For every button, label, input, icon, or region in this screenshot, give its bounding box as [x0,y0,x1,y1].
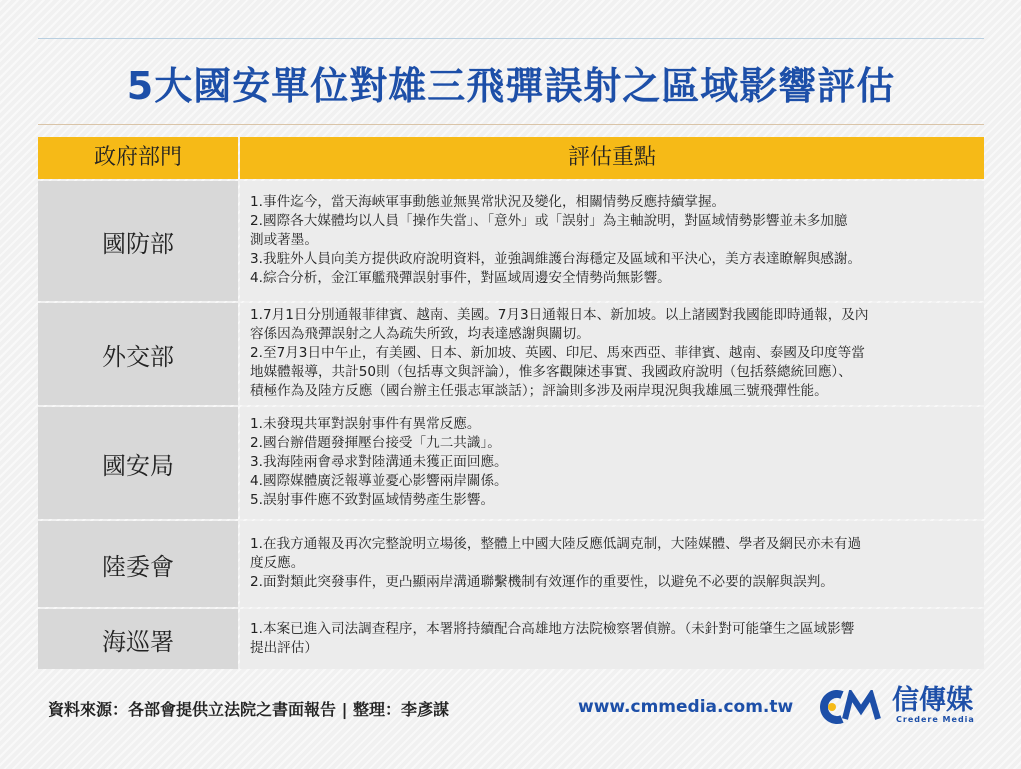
detail-cell [240,303,984,405]
dept-cell: 外交部 [38,303,238,405]
detail-cell [240,609,984,669]
dept-cell: 陸委會 [38,521,238,607]
cm-logo-icon [812,690,892,724]
detail-cell [240,521,984,607]
detail-line: 1.未發現共軍對誤射事件有異常反應。 [250,416,481,432]
header-assessment: 評估重點 [240,137,984,179]
detail-cell [240,181,984,301]
credere-media-logo [812,684,982,732]
detail-line: 3.我駐外人員向美方提供政府說明資料，並強調維護台海穩定及區域和平決心，美方表達瞭解與感謝。 [250,251,862,267]
detail-line: 容係因為飛彈誤射之人為疏失所致，均表達感謝與關切。 [250,326,590,342]
assessment-table [38,137,984,669]
detail-line: 2.國台辦借題發揮壓台接受「九二共識」。 [250,435,501,451]
dept-cell: 國防部 [38,181,238,301]
detail-line: 2.國際各大媒體均以人員「操作失當」、「意外」或「誤射」為主軸說明，對區域情勢影響並未多加臆 [250,213,848,229]
dept-cell: 海巡署 [38,609,238,669]
top-divider [38,38,984,39]
detail-line: 地媒體報導，共計50則（包括專文與評論），惟多客觀陳述事實、我國政府說明（包括蔡總統回應）、 [250,364,852,380]
detail-line: 4.綜合分析，金江軍艦飛彈誤射事件，對區域周邊安全情勢尚無影響。 [250,270,671,286]
detail-cell [240,407,984,519]
detail-line: 測或著墨。 [250,232,318,248]
source-note: 資料來源：各部會提供立法院之書面報告 | 整理：李彥謀 [48,700,449,719]
detail-line: 1.在我方通報及再次完整說明立場後，整體上中國大陸反應低調克制，大陸媒體、學者及網民亦未有過 [250,536,862,552]
detail-line: 度反應。 [250,555,305,571]
detail-line: 3.我海陸兩會尋求對陸溝通未獲正面回應。 [250,454,508,470]
detail-line: 2.至7月3日中午止，有美國、日本、新加坡、英國、印尼、馬來西亞、菲律賓、越南、泰國及印度等當 [250,345,865,361]
detail-line: 1.本案已進入司法調查程序，本署將持續配合高雄地方法院檢察署偵辦。（未針對可能肇生之區域影響 [250,620,855,637]
detail-line: 5.誤射事件應不致對區域情勢產生影響。 [250,492,495,508]
detail-line: 4.國際媒體廣泛報導並憂心影響兩岸關係。 [250,473,508,489]
detail-line: 1.事件迄今，當天海峽軍事動態並無異常狀況及變化，相關情勢反應持續掌握。 [250,194,726,210]
detail-line: 提出評估） [250,639,318,656]
title-divider [38,124,984,125]
detail-line: 1.7月1日分別通報菲律賓、越南、美國。7月3日通報日本、新加坡。以上諸國對我國能即時通報，及內 [250,307,869,323]
logo-text: 信傳媒 [892,685,973,716]
logo-subtitle: Credere Media [896,715,975,724]
detail-line: 積極作為及陸方反應（國台辦主任張志軍談話）；評論則多涉及兩岸現況與我雄風三號飛彈性能。 [250,383,828,399]
dept-cell: 國安局 [38,407,238,519]
detail-line: 2.面對類此突發事件，更凸顯兩岸溝通聯繫機制有效運作的重要性，以避免不必要的誤解與誤判。 [250,574,834,590]
page-title: 5大國安單位對雄三飛彈誤射之區域影響評估 [126,64,896,108]
website-link[interactable]: www.cmmedia.com.tw [578,697,794,717]
header-department: 政府部門 [38,137,238,179]
